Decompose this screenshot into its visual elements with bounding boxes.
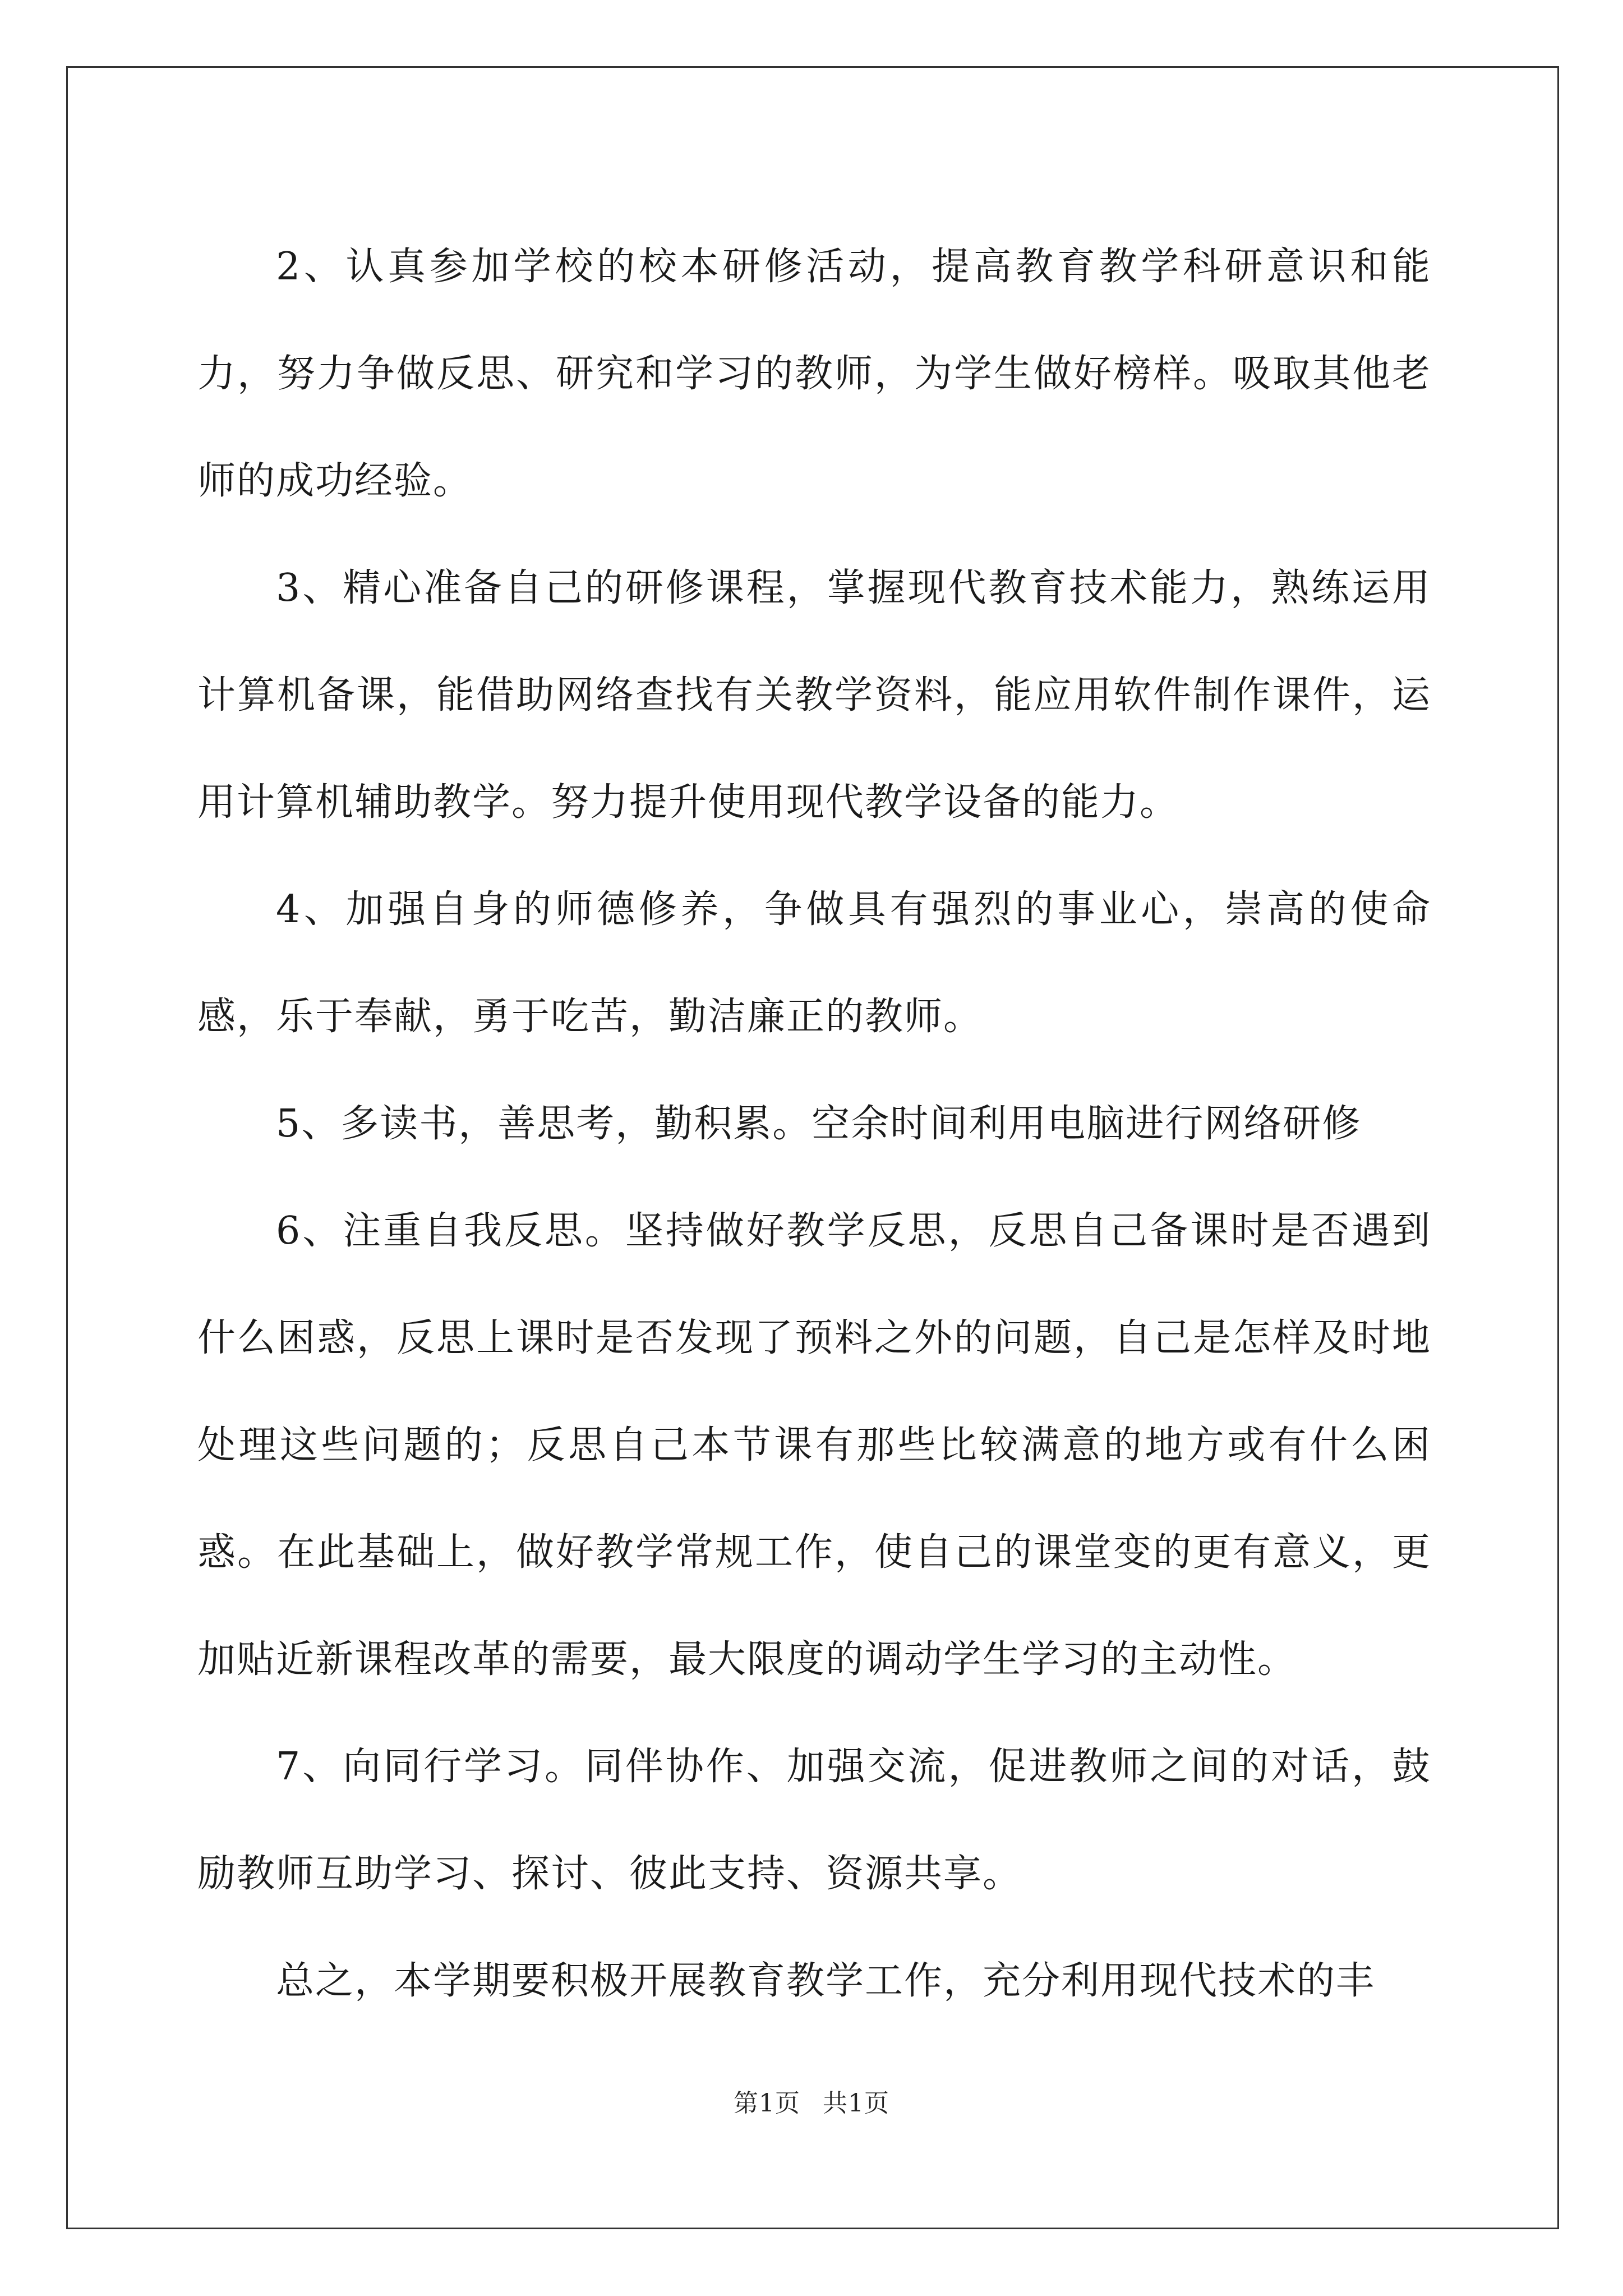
paragraph-5: 5、多读书，善思考，勤积累。空余时间利用电脑进行网络研修 [276,1102,1362,1146]
page-number-current: 第1页 [734,2089,800,2118]
paragraph-2: 2、认真参加学校的校本研修活动，提高教育教学科研意识和能力，努力争做反思、研究和学习的教师，为学生做好榜样。吸取其他老师的成功经验。 [197,245,1431,503]
paragraph-4: 4、加强自身的师德修养，争做具有强烈的事业心，崇高的使命感，乐于奉献，勇于吃苦，勤洁廉正的教师。 [197,887,1431,1039]
paragraph-6: 6、注重自我反思。坚持做好教学反思，反思自己备课时是否遇到什么困惑，反思上课时是否发现了预料之外的问题，自己是怎样及时地处理这些问题的；反思自己本节课有那些比较满意的地方或有什么困惑。在此基础上，做好教学常规工作，使自己的课堂变的更有意义，更加贴近新课程改革的需要，最大限度的调动学生学习的主动性。 [197,1209,1431,1682]
document-body [197,213,1431,2035]
page-footer [0,2087,1623,2120]
paragraph-summary: 总之，本学期要积极开展教育教学工作，充分利用现代技术的丰 [276,1959,1376,2003]
paragraph-7: 7、向同行学习。同伴协作、加强交流，促进教师之间的对话，鼓励教师互助学习、探讨、彼此支持、资源共享。 [197,1745,1431,1896]
paragraph-3: 3、精心准备自己的研修课程，掌握现代教育技术能力，熟练运用计算机备课，能借助网络查找有关教学资料，能应用软件制作课件，运用计算机辅助教学。努力提升使用现代教学设备的能力。 [197,566,1431,825]
page-number-total: 共1页 [823,2089,889,2118]
